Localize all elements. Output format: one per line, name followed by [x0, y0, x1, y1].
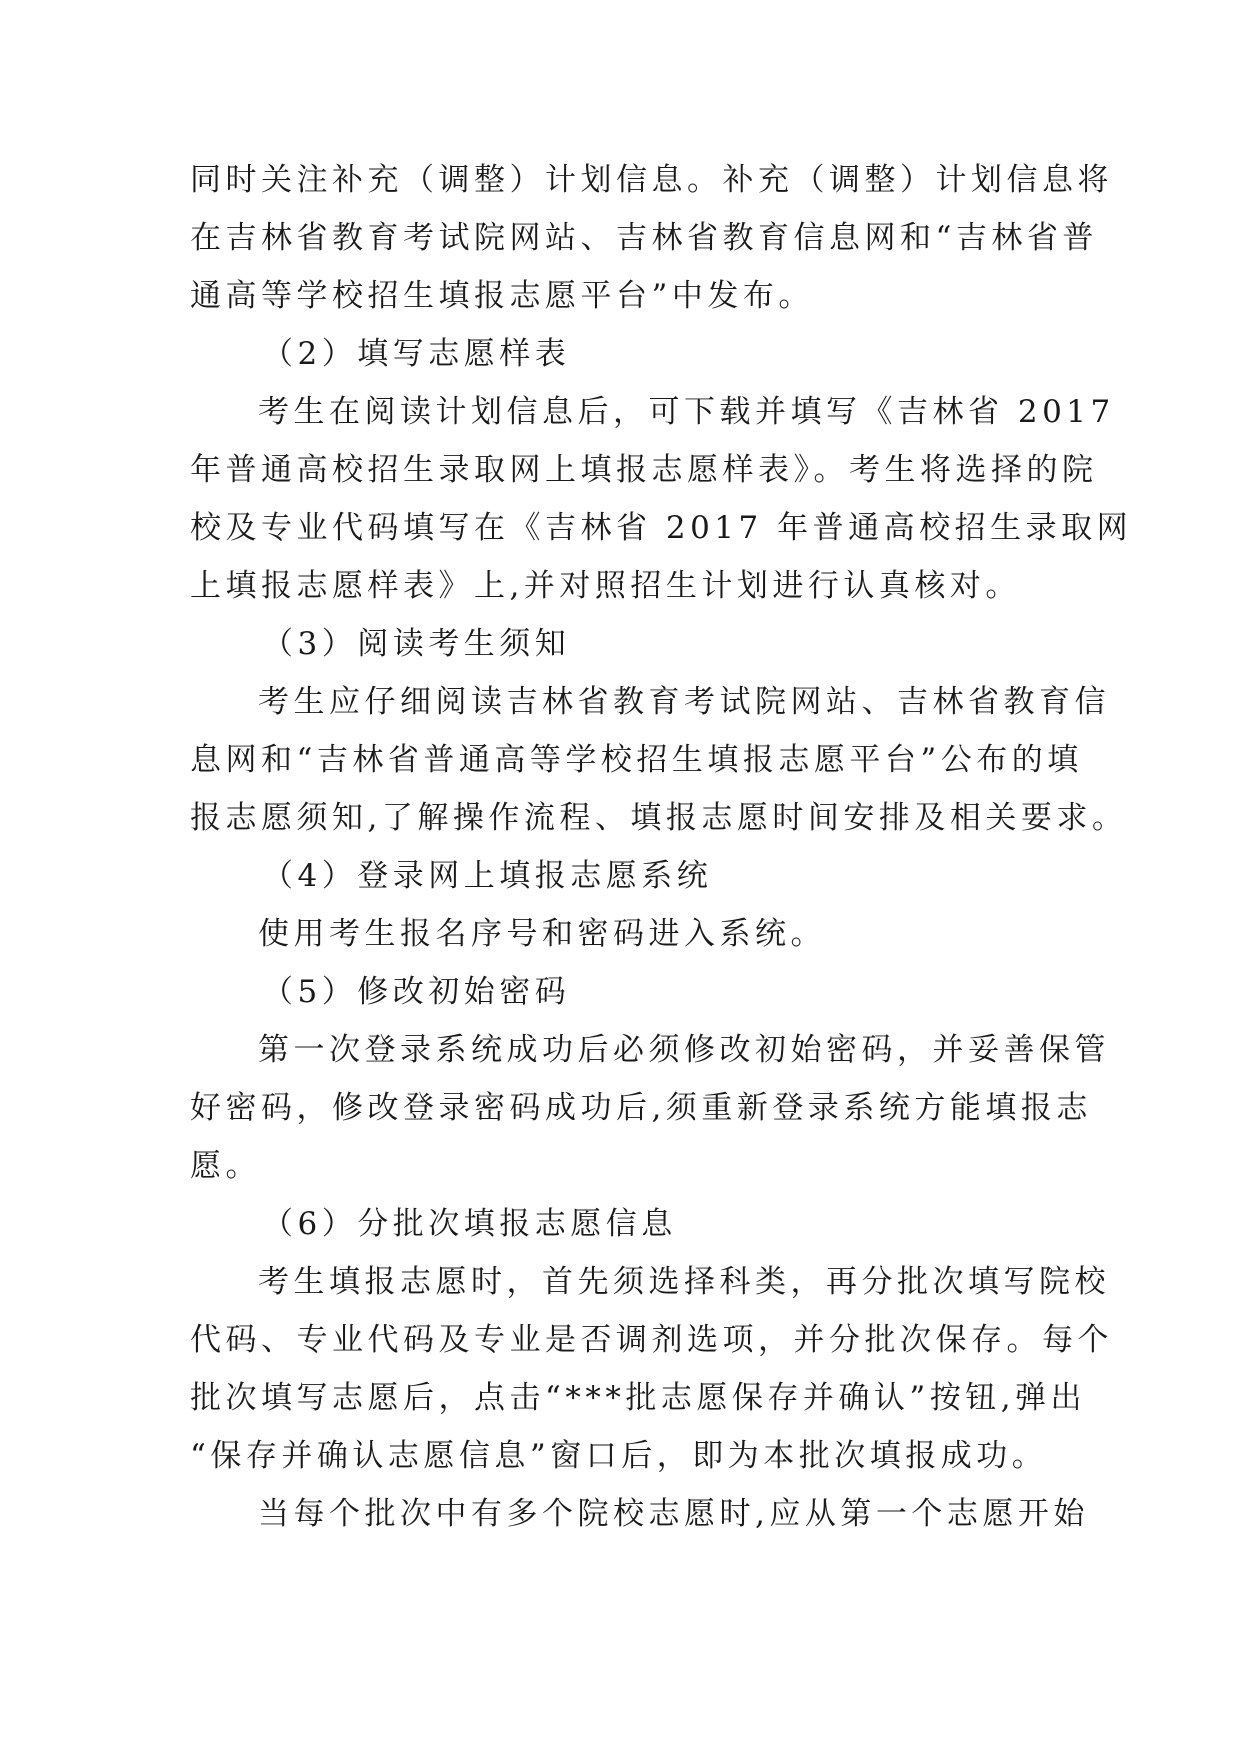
- paragraph-line: 第一次登录系统成功后必须修改初始密码，并妥善保管: [258, 1032, 1110, 1068]
- paragraph-line: 考生在阅读计划信息后，可下载并填写《吉林省 2017: [258, 394, 1115, 430]
- paragraph-line: 代码、专业代码及专业是否调剂选项，并分批次保存。每个: [190, 1322, 1113, 1358]
- paragraph-line: 通高等学校招生填报志愿平台”中发布。: [190, 278, 814, 314]
- section-heading-3: （3）阅读考生须知: [262, 626, 571, 662]
- paragraph-line: 好密码，修改登录密码成功后,须重新登录系统方能填报志: [190, 1090, 1092, 1126]
- paragraph-line: 同时关注补充（调整）计划信息。补充（调整）计划信息将: [190, 162, 1113, 198]
- paragraph-line: 校及专业代码填写在《吉林省 2017 年普通高校招生录取网: [190, 510, 1133, 546]
- paragraph-line: 当每个批次中有多个院校志愿时,应从第一个志愿开始: [258, 1496, 1089, 1532]
- paragraph-line: 息网和“吉林省普通高等学校招生填报志愿平台”公布的填: [190, 742, 1083, 778]
- paragraph-line: “保存并确认志愿信息”窗口后，即为本批次填报成功。: [190, 1438, 1048, 1474]
- section-heading-6: （6）分批次填报志愿信息: [262, 1206, 677, 1242]
- paragraph-line: 报志愿须知,了解操作流程、填报志愿时间安排及相关要求。: [190, 800, 1128, 836]
- paragraph-line: 考生填报志愿时，首先须选择科类，再分批次填写院校: [258, 1264, 1110, 1300]
- section-heading-5: （5）修改初始密码: [262, 974, 571, 1010]
- section-heading-2: （2）填写志愿样表: [262, 336, 571, 372]
- paragraph-line: 批次填写志愿后，点击“***批志愿保存并确认”按钮,弹出: [190, 1380, 1087, 1416]
- section-heading-4: （4）登录网上填报志愿系统: [262, 858, 713, 894]
- paragraph-line: 考生应仔细阅读吉林省教育考试院网站、吉林省教育信: [258, 684, 1110, 720]
- paragraph-line: 在吉林省教育考试院网站、吉林省教育信息网和“吉林省普: [190, 220, 1098, 256]
- paragraph-line: 年普通高校招生录取网上填报志愿样表》。考生将选择的院: [190, 452, 1098, 488]
- paragraph-line: 愿。: [190, 1148, 261, 1184]
- paragraph-line: 使用考生报名序号和密码进入系统。: [258, 916, 826, 952]
- paragraph-line: 上填报志愿样表》上,并对照招生计划进行认真核对。: [190, 568, 1021, 604]
